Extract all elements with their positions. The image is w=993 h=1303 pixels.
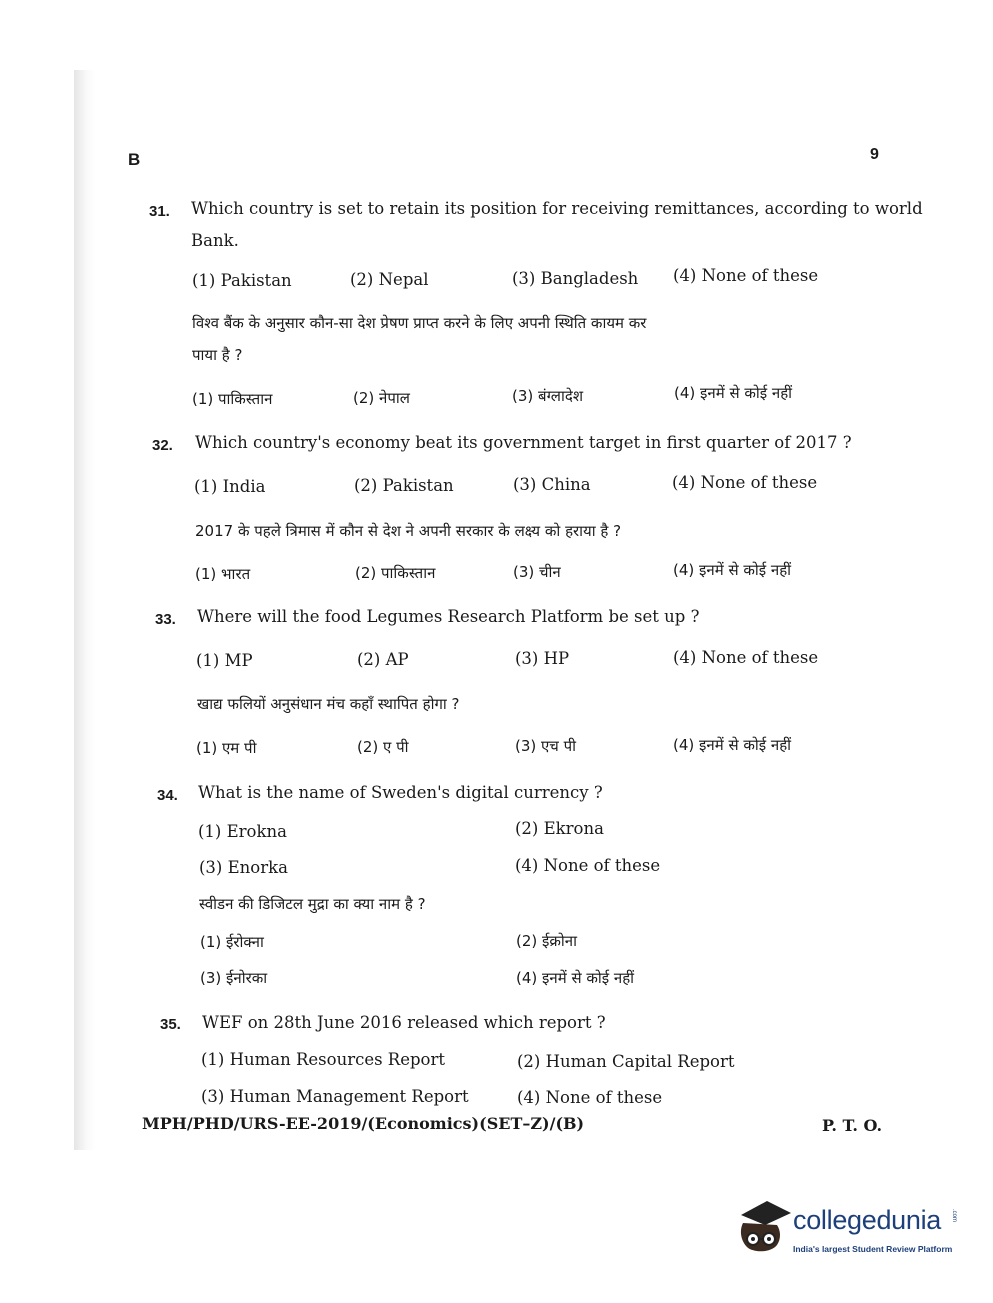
question-text-en: Where will the food Legumes Research Platform be set up ?: [197, 607, 700, 626]
question-number: 35.: [160, 1016, 181, 1033]
option-hi: (4) इनमें से कोई नहीं: [674, 384, 793, 402]
exam-code: MPH/PHD/URS-EE-2019/(Economics)(SET–Z)/(B): [142, 1114, 585, 1133]
option-hi: (3) बंग्लादेश: [512, 387, 584, 405]
option-hi: (2) पाकिस्तान: [355, 564, 436, 582]
option-en: (1) Pakistan: [192, 271, 292, 290]
scan-shadow: [74, 70, 96, 1150]
option-en: (4) None of these: [672, 473, 818, 492]
option-en: (2) Nepal: [350, 270, 429, 289]
option-hi: (4) इनमें से कोई नहीं: [516, 969, 635, 987]
option-hi: (3) चीन: [513, 563, 561, 581]
option-en: (4) None of these: [673, 648, 819, 667]
option-hi: (2) नेपाल: [353, 389, 410, 407]
option-hi: (3) एच पी: [515, 737, 577, 755]
option-en: (3) HP: [515, 649, 570, 668]
question-text-en: Which country's economy beat its government target in first quarter of 2017 ?: [195, 433, 852, 452]
option-en: (1) MP: [196, 651, 253, 670]
option-hi: (1) पाकिस्तान: [192, 390, 273, 408]
brand-tagline: India's largest Student Review Platform: [793, 1244, 953, 1254]
question-number: 31.: [149, 203, 170, 220]
question-text-en-cont: Bank.: [191, 231, 239, 250]
option-en: (3) Human Management Report: [201, 1087, 469, 1106]
student-mascot-icon: [735, 1195, 793, 1255]
question-number: 32.: [152, 437, 173, 454]
option-hi: (1) एम पी: [196, 739, 257, 757]
option-en: (1) Human Resources Report: [201, 1050, 446, 1069]
option-en: (2) Ekrona: [515, 819, 604, 838]
option-en: (4) None of these: [517, 1088, 663, 1107]
option-hi: (4) इनमें से कोई नहीं: [673, 561, 792, 579]
option-hi: (3) ईनोरका: [200, 969, 268, 987]
option-en: (2) AP: [357, 650, 409, 669]
option-en: (3) Bangladesh: [512, 269, 639, 288]
option-en: (3) Enorka: [199, 858, 288, 877]
question-text-hi: 2017 के पहले त्रिमास में कौन से देश ने अपनी सरकार के लक्ष्य को हराया है ?: [195, 522, 622, 540]
option-hi: (2) ईक्रोना: [516, 932, 577, 950]
question-number: 33.: [155, 611, 176, 628]
question-text-hi-cont: पाया है ?: [192, 346, 243, 364]
question-text-en: What is the name of Sweden's digital currency ?: [198, 783, 603, 802]
question-number: 34.: [157, 787, 178, 804]
collegedunia-logo: [735, 1195, 965, 1265]
option-hi: (1) भारत: [195, 565, 251, 583]
option-en: (1) India: [194, 477, 266, 496]
pto-label: P. T. O.: [822, 1116, 883, 1135]
option-en: (4) None of these: [515, 856, 661, 875]
set-letter: B: [128, 150, 141, 169]
option-hi: (4) इनमें से कोई नहीं: [673, 736, 792, 754]
option-hi: (2) ए पी: [357, 738, 409, 756]
question-text-hi: खाद्य फलियों अनुसंधान मंच कहाँ स्थापित होगा ?: [197, 695, 460, 713]
option-en: (3) China: [513, 475, 591, 494]
option-en: (4) None of these: [673, 266, 819, 285]
option-hi: (1) ईरोक्ना: [200, 933, 264, 951]
question-text-en: WEF on 28th June 2016 released which report ?: [202, 1013, 606, 1032]
page-number: 9: [870, 146, 879, 163]
option-en: (2) Human Capital Report: [517, 1052, 735, 1071]
brand-name: collegedunia: [793, 1205, 942, 1235]
question-text-hi: विश्व बैंक के अनुसार कौन-सा देश प्रेषण प्राप्त करने के लिए अपनी स्थिति कायम कर: [192, 314, 647, 332]
question-text-hi: स्वीडन की डिजिटल मुद्रा का क्या नाम है ?: [199, 895, 426, 913]
brand-suffix: .com: [951, 1209, 957, 1223]
question-text-en: Which country is set to retain its position for receiving remittances, according to world: [191, 199, 923, 218]
option-en: (1) Erokna: [198, 822, 287, 841]
option-en: (2) Pakistan: [354, 476, 454, 495]
